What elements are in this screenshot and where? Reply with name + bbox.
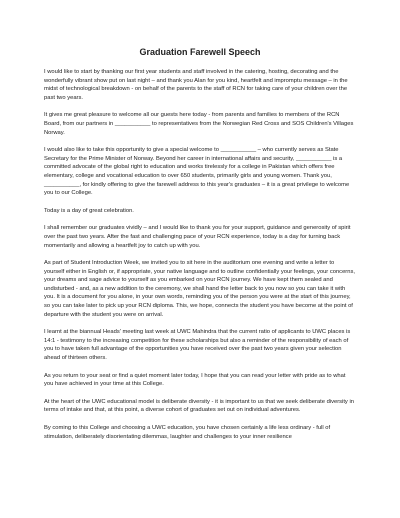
paragraph-uwc-education: By coming to this College and choosing a UWC education, you have chosen certainly a life less ordinary - full of stimulation, deliberately disorientating dilemmas, laughter and challenges to your inner resilience <box>44 425 331 440</box>
document-title: Graduation Farewell Speech <box>139 47 261 57</box>
paragraph-heads-meeting: I learnt at the biannual Heads' meeting last week at UWC Mahindra that the current ratio of applicants to UWC places is 14:1 - testimony to the increasing competition for these scholarships but also a reminder of the responsibility of each of you to have taken full advantage of the opportunities you have received over the past two years given your selection ahead of thirteen others. <box>44 329 351 362</box>
paragraph-special-welcome: I would also like to take this opportunity to give a special welcome to ___________ – who currently serves as State Secretary for the Prime Minister of Norway. Beyond her career in international affairs and security, ___________ is a committed advocate of the global right to education and works tirelessly for a college in Pakistan which offers free elementary, college and vocational education to over 650 students, primarily girls and young women. Thank you, ___________, for kindly offering to give the farewell address to this year's graduates – it is a great privilege to welcome you to our College. <box>44 147 350 197</box>
paragraph-celebration: Today is a day of great celebration. <box>44 207 134 214</box>
paragraph-welcome-guests: It gives me great pleasure to welcome all our guests here today - from parents and families to members of the RCN Board, from our partners in ___________ to representatives from the Norwegian Red Cross and SOS Children's Villages Norway. <box>44 112 354 136</box>
paragraph-diversity: At the heart of the UWC educational model is deliberate diversity - it is important to us that we seek deliberate diversity in terms of intake and that, at this point, a diverse cohort of graduates set out on individual adventures. <box>44 398 354 414</box>
paragraph-letters: As part of Student Introduction Week, we invited you to sit here in the auditorium one evening and write a letter to yourself either in English or, if appropriate, your native language and to outline confidentially your feelings, your concerns, your dreams and sage advice to yourself as you embarked on your RCN journey. We have kept them sealed and undisturbed - and, as a new addition to the ceremony, we shall hand the letter back to you now so you can take it with you. It is a document for you alone, in your own words, reminding you of the person you were at the start of this journey, so you can take later to pick up your RCN diploma. This, we hope, connects the student you have become at the point of departure with the student you were on arrival. <box>44 260 355 318</box>
paragraph-remember-graduates: I shall remember our graduates vividly – and I would like to thank you for your support, guidance and generosity of spirit over the past two years. After the fast and challenging pace of your RCN experience, today is a day for turning back momentarily and allowing a heartfelt joy to catch up with you. <box>44 225 351 249</box>
paragraph-return-seat: As you return to your seat or find a quiet moment later today, I hope that you can read your letter with pride as to what you have achieved in your time at this College. <box>44 372 346 388</box>
paragraph-thanks: I would like to start by thanking our first year students and staff involved in the catering, hosting, decorating and the wonderfully vibrant show put on last night – and thank you Alan for you kind, heartfelt and impromptu message – in the midst of technological breakdown - on behalf of the parents to the staff of RCN for taking care of your children over the past two years. <box>44 69 348 101</box>
